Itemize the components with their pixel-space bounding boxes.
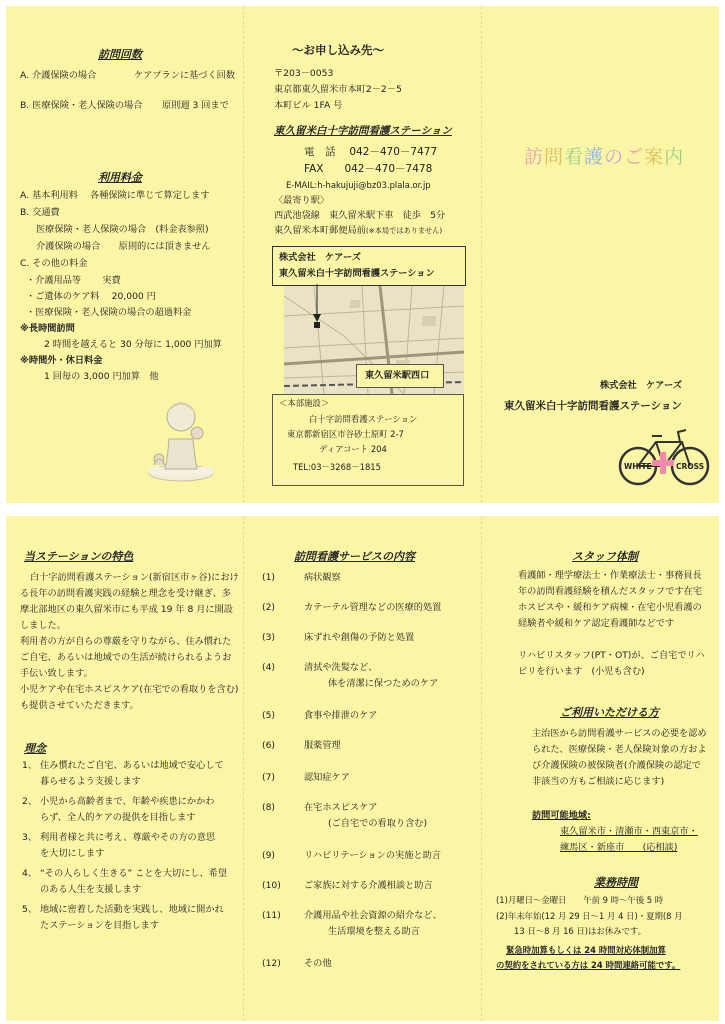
- logo-cross-label: CROSS: [676, 462, 705, 471]
- hq-box: [272, 394, 464, 486]
- service-item-number: (3): [262, 632, 276, 643]
- area-line1: 東久留米市・清瀬市・西東京市・: [560, 826, 698, 837]
- hq-address: 東京都新宿区市谷砂土原町 2-7: [287, 429, 404, 439]
- philosophy-item-text: 暮らせるよう支援します: [40, 776, 141, 787]
- features-para2: 利用者の方が自らの尊厳を守りながら、住み慣れたご自宅、あるいは地域での生活が続けられるようお手伝い致します。: [20, 636, 232, 679]
- service-item-text: ご家族に対する介護相談と助言: [304, 880, 433, 891]
- cover-company: 株式会社 ケアーズ: [600, 380, 682, 391]
- hours-line2: (2)年末年始(12 月 29 日～1 月 4 日)・夏期(8 月: [496, 911, 683, 921]
- fee-line: A. 基本利用料 各種保険に準じて算定します: [20, 190, 210, 201]
- service-item-number: (10): [262, 880, 281, 891]
- fee-line: ※長時間訪問: [20, 323, 75, 334]
- philosophy-item-text: のある人生を支援します: [40, 884, 142, 895]
- map-station-label-box: [356, 364, 444, 388]
- figurine-illustration: [141, 389, 221, 484]
- service-item-text: 服薬管理: [304, 740, 341, 751]
- service-item-text: リハビリテーションの実施と助言: [304, 850, 441, 861]
- cover-title-text: [524, 146, 684, 168]
- white-cross-logo: [616, 426, 712, 488]
- staff-heading: スタッフ体制: [572, 550, 638, 563]
- service-item-text: 認知症ケア: [304, 772, 350, 783]
- service-item-text: 清拭や洗髪など、: [304, 662, 378, 673]
- apply-station-name: 東久留米白十字訪問看護ステーション: [274, 125, 452, 137]
- nearest-line2-note: (※本局ではありません): [365, 226, 443, 235]
- service-item-text: 体を清潔に保つためのケア: [328, 678, 439, 689]
- philosophy-item-number: 2、: [22, 796, 38, 807]
- map-callout-company: 株式会社 ケアーズ: [279, 252, 361, 263]
- service-item-text: 介護用品や社会資源の紹介など、: [304, 910, 442, 921]
- eligible-para: 主治医から訪問看護サービスの必要を認められた、医療保険・老人保険対象の方および介護保険の被保険者(介護保険の認定で非該当の方もご相談に応じます): [532, 728, 707, 787]
- features-para1: 白十字訪問看護ステーション(新宿区市ヶ谷)における長年の訪問看護実践の経験と理念を受け継ぎ、多摩北部地区の東久留米市にも平成 19 年 8 月に開設しました。: [20, 572, 239, 631]
- service-item-number: (12): [262, 958, 281, 969]
- panel-staff-hours: [481, 516, 720, 1021]
- hours-line3: 13 日～8 月 16 日)はお休みです。: [514, 926, 647, 936]
- staff-para1: 看護師・理学療法士・作業療法士・事務員長年の訪問看護経験を積んだスタッフです在宅ホスピスや・緩和ケア病棟・在宅小児看護の経験者や緩和ケア認定看護師などです: [518, 570, 703, 629]
- visit-row-b-value: 原則週 3 回まで: [162, 100, 229, 111]
- cover-title-char: 問: [544, 146, 565, 168]
- fee-line: C. その他の料金: [20, 258, 88, 269]
- logo-white-label: WHITE: [624, 462, 652, 471]
- nearest-line2-text: 東久留米本町郵便局前: [274, 225, 366, 236]
- service-item-number: (9): [262, 850, 276, 861]
- service-item-number: (8): [262, 802, 276, 813]
- map-callout-box: [272, 246, 466, 286]
- apply-tel: 電 話 042－470－7477: [304, 146, 438, 158]
- fee-line: ・ご遺体のケア料 20,000 円: [26, 291, 156, 302]
- service-item-number: (5): [262, 710, 276, 721]
- service-item-text: カテーテル管理などの医療的処置: [304, 602, 442, 613]
- cover-station: 東久留米白十字訪問看護ステーション: [504, 400, 682, 412]
- service-item-text: 在宅ホスピスケア: [304, 802, 378, 813]
- service-item-text: 食事や排泄のケア: [304, 710, 378, 721]
- philosophy-item-text: 利用者様と共に考え、尊厳やその方の意思: [40, 832, 216, 843]
- hours-line1: (1)月曜日～金曜日 午前 9 時～午後 5 時: [496, 895, 664, 905]
- philosophy-item-number: 5、: [22, 904, 38, 915]
- hq-building: ディアコート 204: [319, 444, 387, 454]
- brochure-inner-side: [6, 516, 719, 1021]
- service-item-text: 病状観察: [304, 572, 341, 583]
- nearest-line2: [274, 223, 442, 238]
- cover-title-char: 案: [644, 146, 665, 168]
- cover-title-char: 看: [564, 146, 585, 168]
- service-item-text: 床ずれや創傷の予防と処置: [304, 632, 415, 643]
- map-callout-station: 東久留米白十字訪問看護ステーション: [279, 268, 435, 279]
- nearest-line1: 西武池袋線 東久留米駅下車 徒歩 5分: [274, 210, 446, 221]
- apply-fax: FAX 042－470－7478: [304, 163, 433, 175]
- fee-line: B. 交通費: [20, 207, 60, 218]
- philosophy-item-number: 3、: [22, 832, 38, 843]
- philosophy-heading: 理念: [24, 742, 46, 755]
- philosophy-item-text: たステーションを目指します: [40, 920, 159, 931]
- bicycle-icon: [616, 426, 712, 488]
- hours-heading: 業務時間: [594, 876, 638, 889]
- apply-email: E-MAIL:h-hakujuji@bz03.plala.or.jp: [286, 180, 431, 190]
- fee-line: 医療保険・老人保険の場合 (料金表参照): [36, 224, 209, 235]
- cover-title: [524, 142, 684, 169]
- fee-line: ※時間外・休日料金: [20, 355, 103, 366]
- staff-para2: リハビリスタッフ(PT・OT)が、ご自宅でリハビリを行います (小児も含む): [518, 650, 705, 677]
- cover-title-char: 内: [664, 146, 685, 168]
- philosophy-item-text: 小児から高齢者まで、年齢や疾患にかかわ: [40, 796, 215, 807]
- cover-title-char: の: [604, 146, 625, 168]
- features-heading: 当ステーションの特色: [24, 550, 134, 563]
- visit-row-b-label: B. 医療保険・老人保険の場合: [20, 100, 143, 111]
- apply-address2: 本町ビル 1FA 号: [274, 100, 343, 111]
- area-heading: 訪問可能地域:: [532, 810, 591, 821]
- philosophy-item-text: 地域に密着した活動を実践し、地域に開かれ: [40, 904, 224, 915]
- philosophy-item-text: 住み慣れたご自宅、あるいは地域で安心して: [40, 760, 224, 771]
- apply-address1: 東京都東久留米市本町2－2－5: [274, 84, 402, 95]
- cover-title-char: ご: [624, 146, 645, 168]
- service-item-number: (1): [262, 572, 276, 583]
- panel-features: [6, 516, 243, 1021]
- service-item-number: (11): [262, 910, 281, 921]
- service-item-text: その他: [304, 958, 332, 969]
- service-item-text: (ご自宅での看取り含む): [328, 818, 428, 829]
- service-item-number: (7): [262, 772, 276, 783]
- fee-line: ・介護用品等 実費: [26, 275, 121, 286]
- cover-title-char: 護: [584, 146, 605, 168]
- panel-visits-fees: [6, 6, 243, 503]
- apply-postal: 〒203－0053: [274, 68, 334, 79]
- fee-line: 2 時間を越えると 30 分毎に 1,000 円加算: [44, 339, 222, 350]
- services-heading: 訪問看護サービスの内容: [294, 550, 415, 563]
- hq-heading: ＜本部施設＞: [279, 398, 330, 408]
- visit-row-a-value: ケアプランに基づく回数: [134, 70, 236, 81]
- fee-line: ・医療保険・老人保険の場合の超過料金: [26, 307, 192, 318]
- philosophy-item-number: 1、: [22, 760, 38, 771]
- service-item-number: (2): [262, 602, 276, 613]
- panel-services: [243, 516, 482, 1021]
- fees-heading: 利用料金: [98, 171, 142, 184]
- panel-application: [243, 6, 482, 503]
- visit-count-heading: 訪問回数: [98, 48, 142, 61]
- philosophy-item-text: を大切にします: [40, 848, 105, 859]
- visit-row-a-label: A. 介護保険の場合: [20, 70, 97, 81]
- eligible-heading: ご利用いただける方: [560, 706, 659, 719]
- fee-line: 1 回毎の 3,000 円加算 他: [44, 371, 159, 382]
- fee-line: 介護保険の場合 原則的には頂きません: [36, 241, 211, 252]
- panel-cover: [481, 6, 720, 503]
- cover-title-char: 訪: [524, 146, 545, 168]
- apply-heading: ～お申し込み先～: [292, 43, 384, 57]
- philosophy-item-text: らず、全人的ケアの提供を目指します: [40, 812, 196, 823]
- service-item-number: (4): [262, 662, 276, 673]
- brochure-outer-side: [6, 6, 719, 503]
- hq-tel: TEL:03－3268－1815: [293, 462, 381, 472]
- service-item-text: 生活環境を整える助言: [328, 926, 420, 937]
- nearest-heading: 〈最寄り駅〉: [274, 195, 330, 206]
- hours-note1: 緊急時加算もしくは 24 時間対応体制加算: [506, 945, 666, 955]
- philosophy-item-text: “その人らしく生きる” ことを大切にし、希望: [40, 868, 228, 879]
- features-para3: 小児ケアや在宅ホスピスケア(在宅での看取りを含む)も提供させていただきます。: [20, 684, 239, 711]
- map-station-label: 東久留米駅西口: [365, 370, 430, 381]
- hours-note2: の契約をされている方は 24 時間連絡可能です。: [496, 960, 681, 970]
- hq-name: 白十字訪問看護ステーション: [309, 414, 418, 424]
- map-pointer-arrow: [312, 284, 322, 324]
- service-item-number: (6): [262, 740, 276, 751]
- area-line2: 練馬区・新座市 (応相談): [560, 842, 678, 853]
- philosophy-item-number: 4、: [22, 868, 38, 879]
